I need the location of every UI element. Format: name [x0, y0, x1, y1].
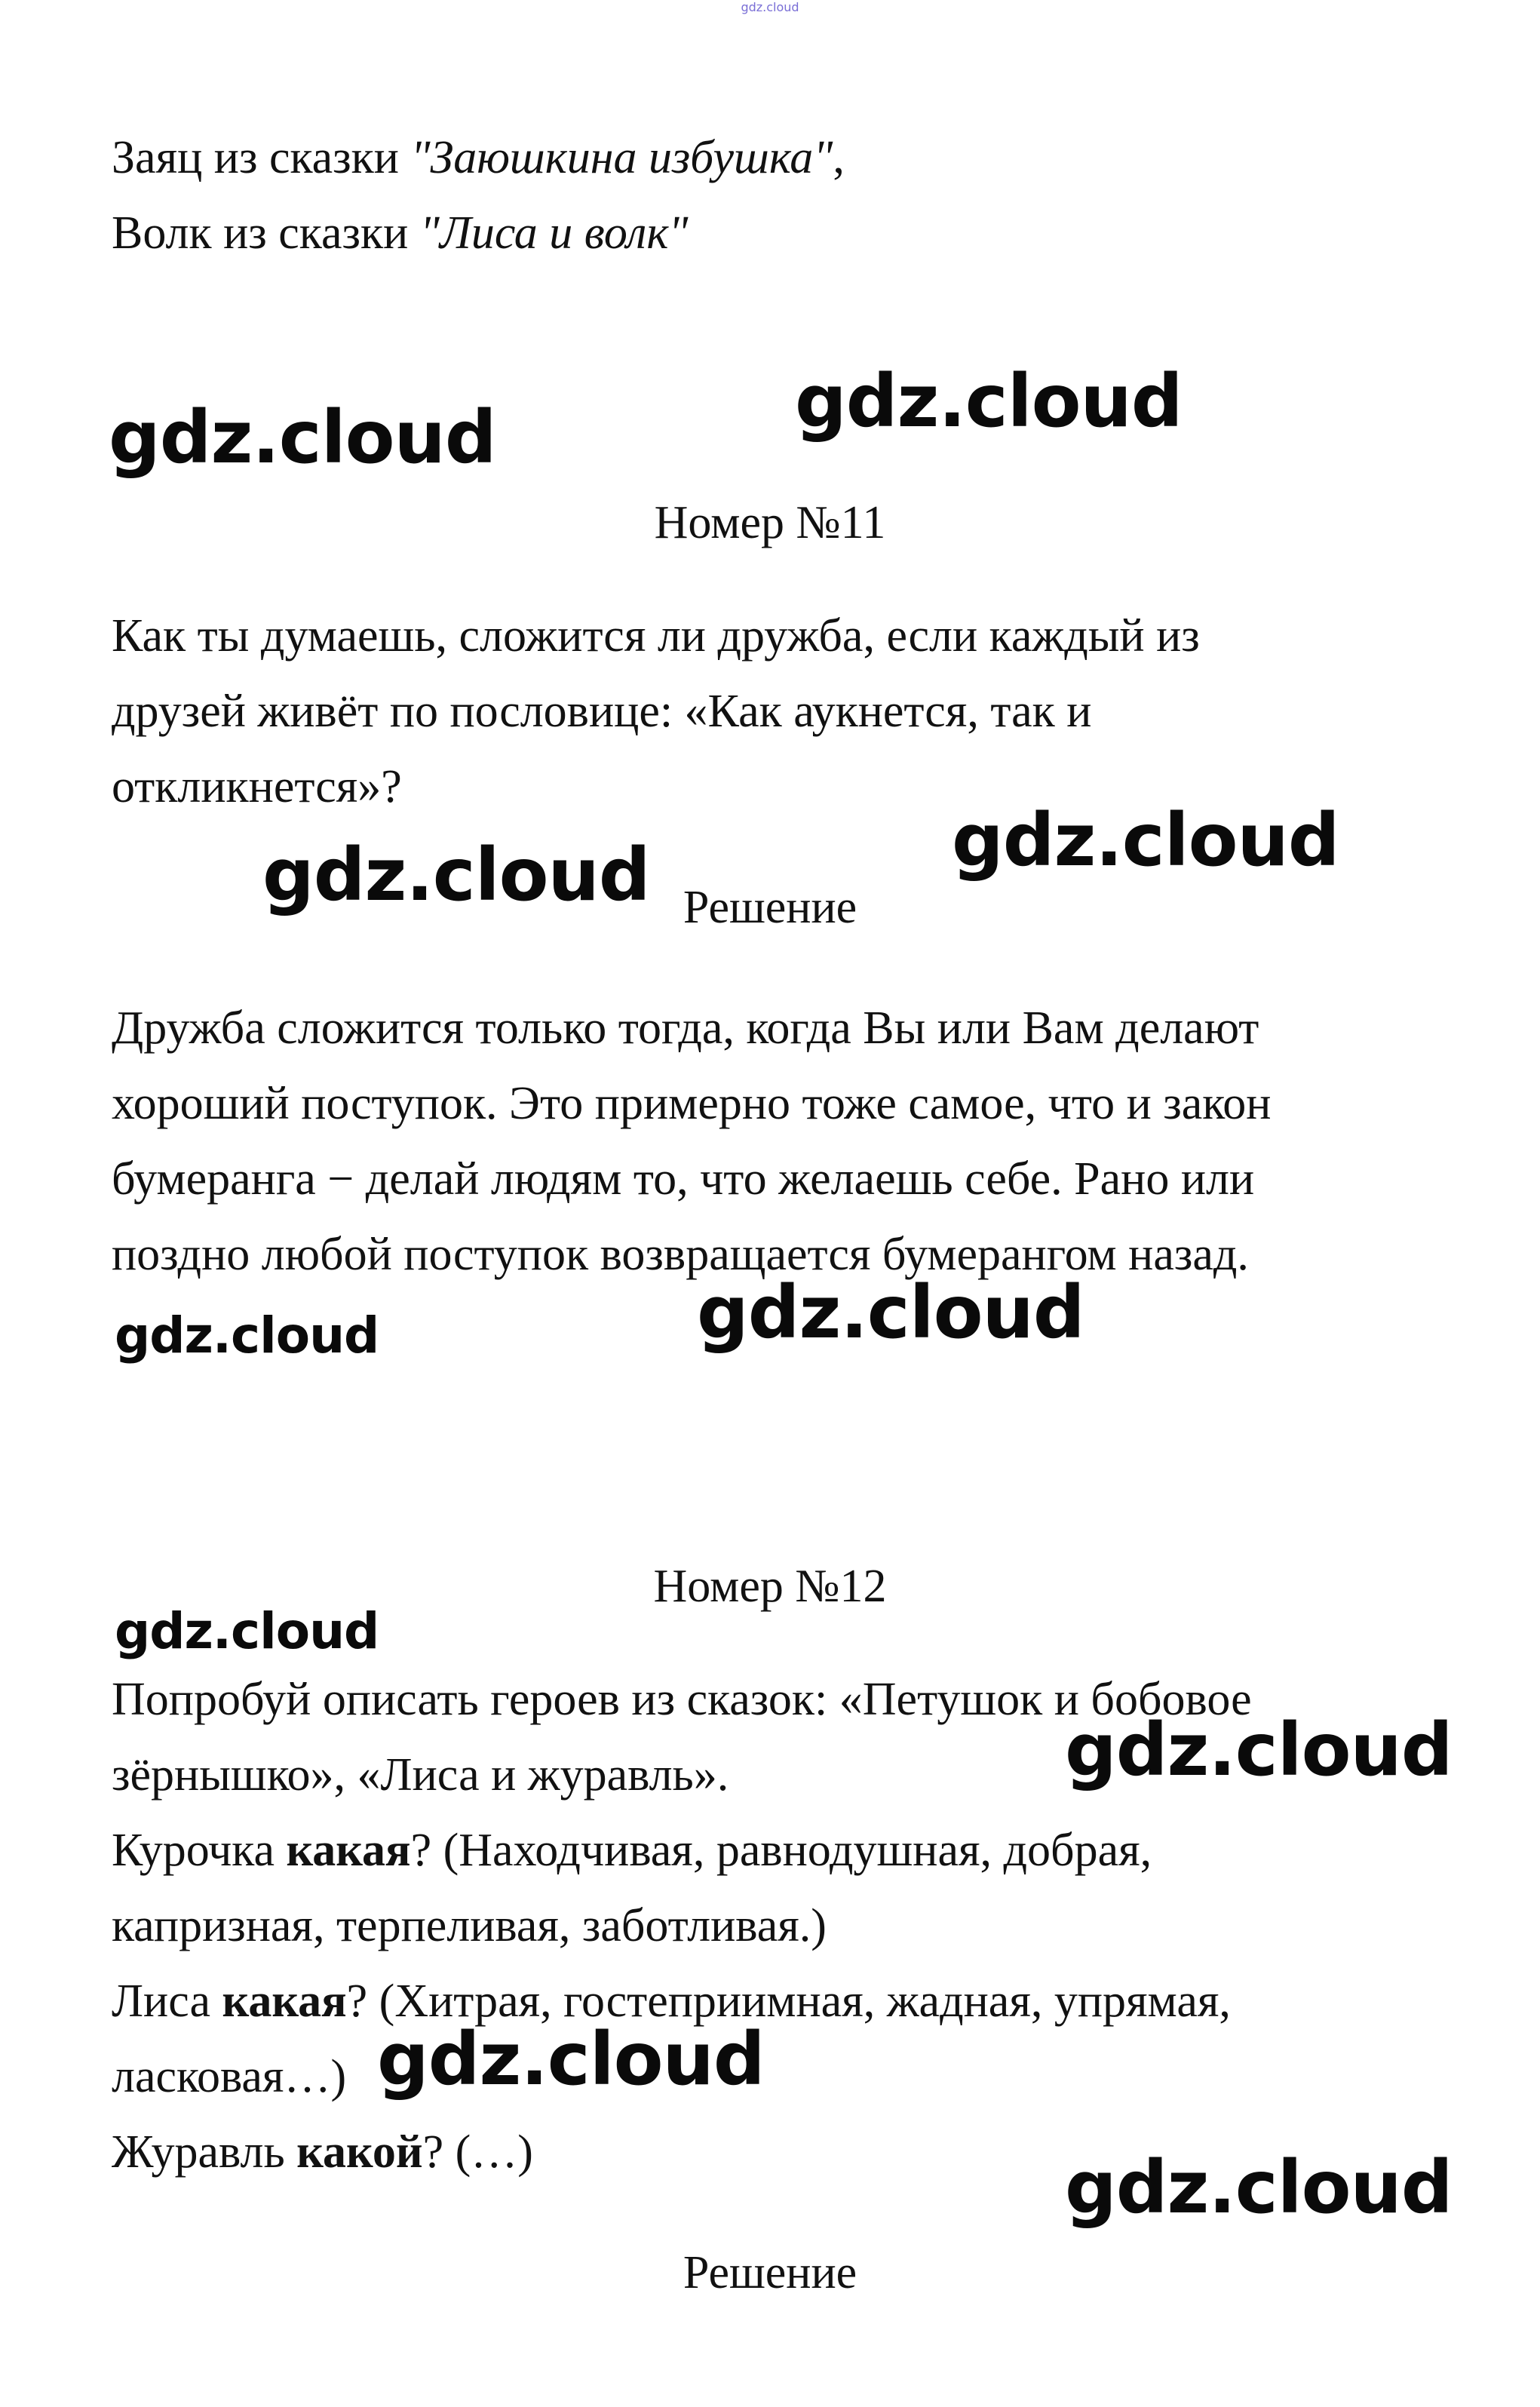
- task12-question-line: зёрнышко», «Лиса и журавль».: [112, 1749, 729, 1801]
- intro-line-1-prefix: Заяц из сказки: [112, 132, 411, 183]
- watermark: gdz.cloud: [795, 359, 1183, 444]
- task11-answer-line: бумеранга − делай людям то, что желаешь себе. Рано или: [112, 1153, 1255, 1205]
- watermark: gdz.cloud: [109, 395, 496, 480]
- crane-name: Журавль: [112, 2126, 297, 2178]
- task12-hen-line-2: капризная, терпеливая, заботливая.): [112, 1900, 827, 1951]
- watermark: gdz.cloud: [952, 798, 1339, 883]
- watermark: gdz.cloud: [115, 1602, 379, 1660]
- task11-solution-label: Решение: [683, 882, 857, 933]
- watermark: gdz.cloud: [262, 833, 650, 917]
- task12-fox-line-2: ласковая…): [112, 2051, 347, 2102]
- fox-options: ? (Хитрая, гостеприимная, жадная, упрямая,: [346, 1976, 1231, 2027]
- crane-question: какой: [296, 2126, 423, 2178]
- fox-name: Лиса: [112, 1976, 222, 2027]
- intro-line-1-suffix: ,: [833, 132, 845, 183]
- task12-question-line: Попробуй описать героев из сказок: «Петушок и бобовое: [112, 1674, 1252, 1725]
- task11-question-line: откликнется»?: [112, 761, 402, 812]
- watermark: gdz.cloud: [1065, 2145, 1453, 2230]
- task11-question-line: Как ты думаешь, сложится ли дружба, если каждый из: [112, 610, 1200, 662]
- intro-line-2: [112, 207, 689, 259]
- intro-line-1: [112, 134, 845, 181]
- intro-line-2-title: "Лиса и волк": [419, 207, 689, 259]
- fox-question: какая: [222, 1976, 347, 2027]
- task11-heading: Номер №11: [654, 497, 886, 548]
- intro-line-1-title: "Заюшкина избушка": [410, 132, 833, 183]
- hen-question: какая: [286, 1825, 411, 1876]
- hen-options: ? (Находчивая, равнодушная, добрая,: [410, 1825, 1152, 1876]
- task12-heading: Номер №12: [653, 1561, 887, 1612]
- watermark: gdz.cloud: [1065, 1708, 1453, 1792]
- crane-options: ? (…): [422, 2126, 533, 2178]
- header-watermark: gdz.cloud: [741, 0, 799, 14]
- watermark: gdz.cloud: [377, 2017, 765, 2102]
- task12-hen-line-1: [112, 1827, 1152, 1874]
- task11-answer-line: Дружба сложится только тогда, когда Вы или Вам делают: [112, 1002, 1259, 1054]
- intro-line-2-prefix: Волк из сказки: [112, 207, 420, 259]
- task11-answer-line: хороший поступок. Это примерно тоже самое, что и закон: [112, 1078, 1272, 1129]
- watermark: gdz.cloud: [115, 1306, 379, 1365]
- hen-name: Курочка: [112, 1825, 287, 1876]
- task11-question-line: друзей живёт по пословице: «Как аукнется, так и: [112, 686, 1092, 737]
- task12-solution-label: Решение: [683, 2247, 857, 2298]
- watermark: gdz.cloud: [697, 1270, 1084, 1355]
- task11-answer-line: поздно любой поступок возвращается бумерангом назад.: [112, 1229, 1249, 1280]
- task12-crane-line: [112, 2126, 533, 2178]
